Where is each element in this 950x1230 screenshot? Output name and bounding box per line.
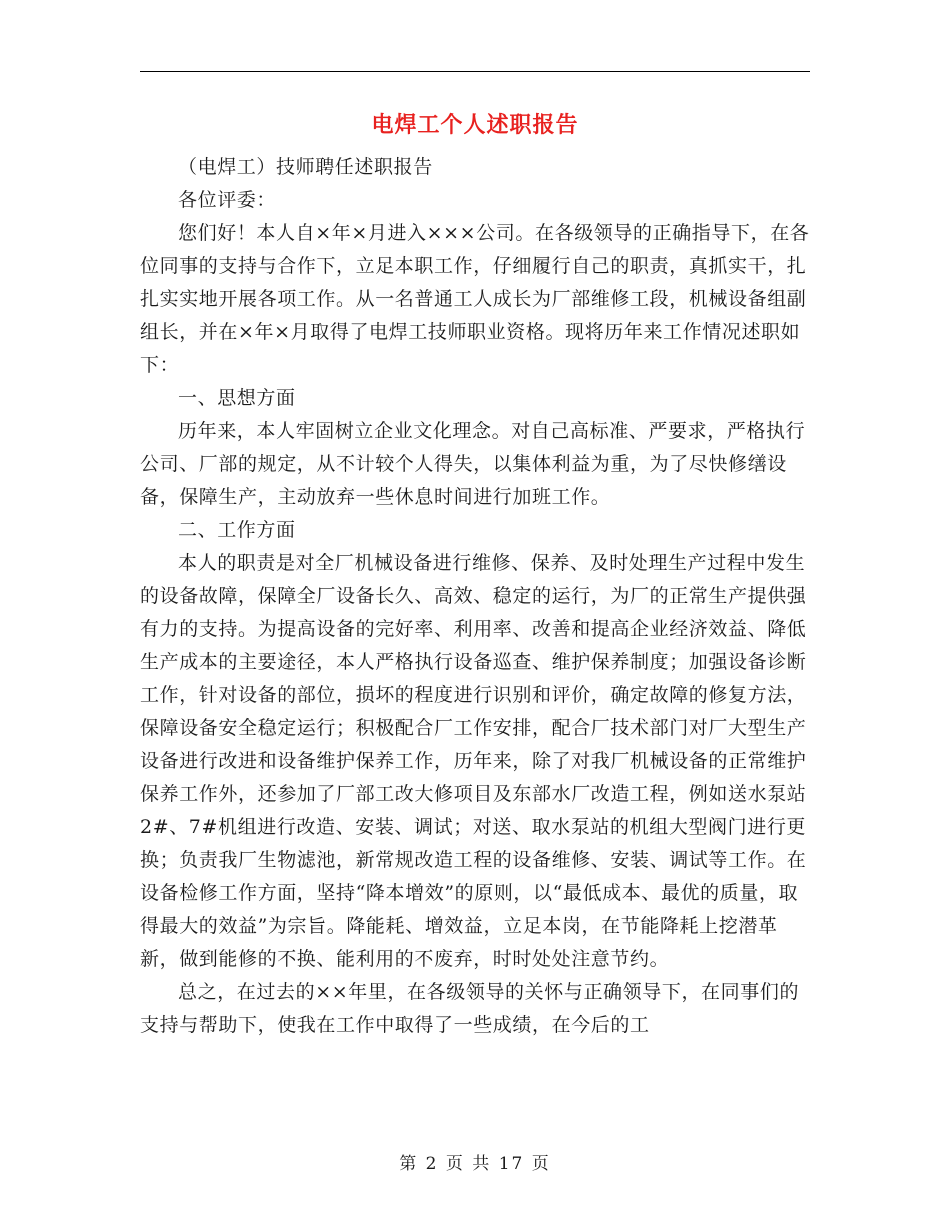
subtitle-line: （电焊工）技师聘任述职报告 [178,156,433,178]
document-title: 电焊工个人述职报告 [371,112,579,138]
document-body [140,151,810,1042]
section-heading-work: 二、工作方面 [178,519,296,541]
thought-paragraph: 历年来，本人牢固树立企业文化理念。对自己高标准、严要求，严格执行公司、厂部的规定，从不计较个人得失，以集体利益为重，为了尽快修缮设备，保障生产，主动放弃一些休息时间进行加班工作。 [140,420,806,508]
work-paragraph: 本人的职责是对全厂机械设备进行维修、保养、及时处理生产过程中发生的设备故障，保障全厂设备长久、高效、稳定的运行，为厂的正常生产提供强有力的支持。为提高设备的完好率、利用率、改善和提高企业经济效益、降低生产成本的主要途径，本人严格执行设备巡查、维护保养制度；加强设备诊断工作，针对设备的部位，损坏的程度进行识别和评价，确定故障的修复方法，保障设备安全稳定运行；积极配合厂工作安排，配合厂技术部门对厂大型生产设备进行改进和设备维护保养工作，历年来，除了对我厂机械设备的正常维护保养工作外，还参加了厂部工改大修项目及东部水厂改造工程，例如送水泵站2#、7#机组进行改造、安装、调试；对送、取水泵站的机组大型阀门进行更换；负责我厂生物滤池，新常规改造工程的设备维修、安装、调试等工作。在设备检修工作方面，坚持“降本增效”的原则，以“最低成本、最优的质量，取得最大的效益”为宗旨。降能耗、增效益，立足本岗，在节能降耗上挖潜革新，做到能修的不换、能利用的不废弃，时时处处注意节约。 [140,552,807,970]
summary-paragraph: 总之，在过去的××年里，在各级领导的关怀与正确领导下，在同事们的支持与帮助下，使我在工作中取得了一些成绩，在今后的工 [140,981,800,1036]
salutation: 各位评委： [178,189,277,211]
section-heading-thought: 一、思想方面 [178,387,296,409]
intro-paragraph: 您们好！本人自×年×月进入×××公司。在各级领导的正确指导下，在各位同事的支持与合作下，立足本职工作，仔细履行自己的职责，真抓实干，扎扎实实地开展各项工作。从一名普通工人成长为厂部维修工段，机械设备组副组长，并在×年×月取得了电焊工技师职业资格。现将历年来工作情况述职如下： [140,222,810,376]
page-number: 第 2 页 共 17 页 [399,1154,551,1174]
header-rule [140,71,810,72]
